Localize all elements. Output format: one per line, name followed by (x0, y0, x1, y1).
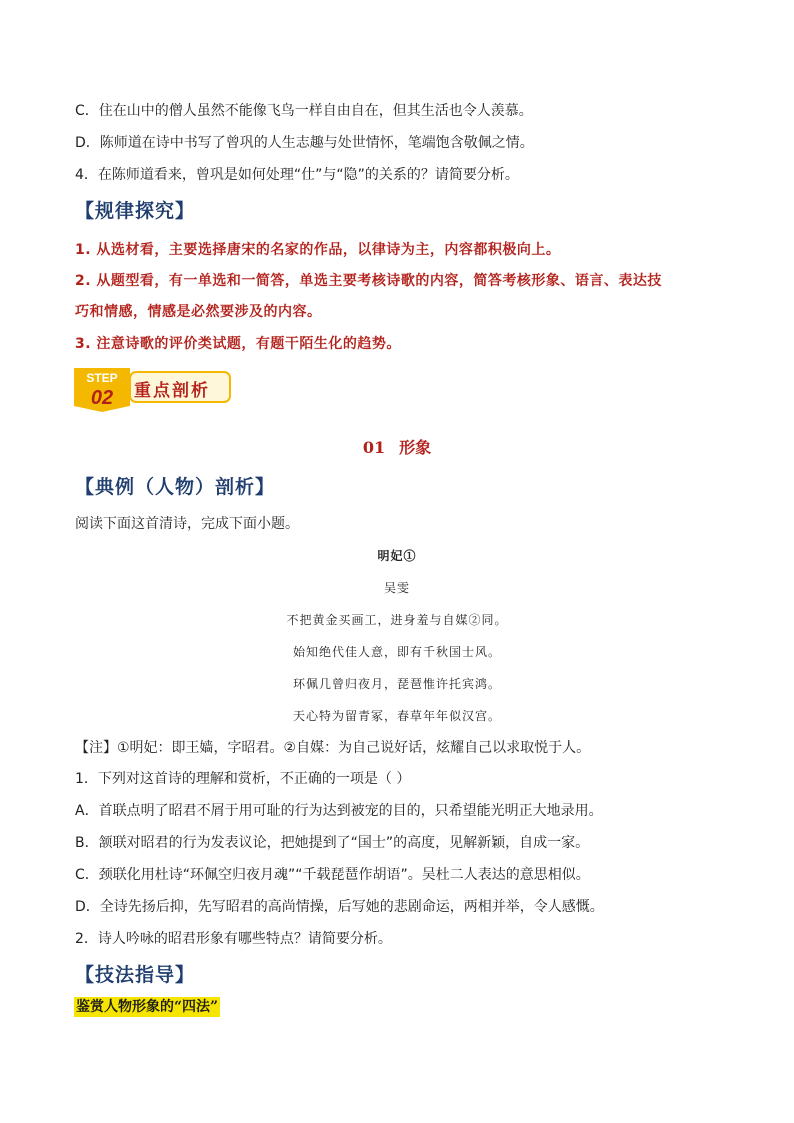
question-1: 1．下列对这首诗的理解和赏析，不正确的一项是（ ） (75, 771, 411, 787)
rule-item-2-cont: 巧和情感，情感是必然要涉及的内容。 (75, 304, 322, 320)
rule-item-3: 3. 注意诗歌的评价类试题，有题干陌生化的趋势。 (75, 336, 401, 352)
poem-line-3: 环佩几曾归夜月，琵琶惟许托宾鸿。 (292, 677, 501, 691)
poem-author: 吴雯 (383, 581, 410, 595)
technique-heading: 【技法指导】 (75, 964, 196, 986)
option-d: D．全诗先扬后抑，先写昭君的高尚情操，后写她的悲剧命运，两相并举，令人感慨。 (75, 899, 604, 915)
option-b: B．颔联对昭君的行为发表议论，把她提到了“国士”的高度，见解新颖，自成一家。 (75, 835, 590, 851)
section-number: 01 (362, 438, 386, 457)
option-c-top: C．住在山中的僧人虽然不能像飞鸟一样自由自在，但其生活也令人羡慕。 (75, 103, 533, 119)
section-title (0, 435, 794, 458)
option-d-top: D．陈师道在诗中书写了曾巩的人生志趣与处世情怀，笔端饱含敬佩之情。 (75, 135, 534, 151)
question-4: 4．在陈师道看来，曾巩是如何处理“仕”与“隐”的关系的？请简要分析。 (75, 167, 519, 183)
option-c: C．颈联化用杜诗“环佩空归夜月魂”“千载琵琶作胡语”。吴杜二人表达的意思相似。 (75, 867, 590, 883)
option-a: A．首联点明了昭君不屑于用可耻的行为达到被宠的目的，只希望能光明正大地录用。 (75, 803, 603, 819)
rule-item-1: 1. 从选材看，主要选择唐宋的名家的作品，以律诗为主，内容都积极向上。 (75, 242, 561, 258)
step-number: 02 (90, 387, 114, 409)
step-label: 重点剖析 (134, 381, 210, 401)
rules-heading: 【规律探究】 (75, 200, 196, 222)
rule-item-2: 2. 从题型看，有一单选和一简答，单选主要考核诗歌的内容，简答考核形象、语言、表达技 (75, 273, 662, 289)
step-word: STEP (86, 371, 118, 385)
technique-highlight: 鉴赏人物形象的“四法” (76, 999, 219, 1015)
example-heading: 【典例（人物）剖析】 (75, 476, 276, 498)
section-name: 形象 (399, 438, 432, 457)
example-intro: 阅读下面这首清诗，完成下面小题。 (75, 516, 299, 532)
poem-line-2: 始知绝代佳人意，即有千秋国士风。 (292, 645, 501, 659)
poem-note: 【注】①明妃：即王嫱，字昭君。②自媒：为自己说好话，炫耀自己以求取悦于人。 (75, 740, 591, 756)
poem-title: 明妃① (377, 549, 417, 563)
question-2: 2．诗人吟咏的昭君形象有哪些特点？请简要分析。 (75, 931, 392, 947)
poem-line-4: 天心特为留青冢，春草年年似汉宫。 (292, 709, 501, 723)
poem-line-1: 不把黄金买画工，进身羞与自媒②同。 (286, 613, 508, 627)
